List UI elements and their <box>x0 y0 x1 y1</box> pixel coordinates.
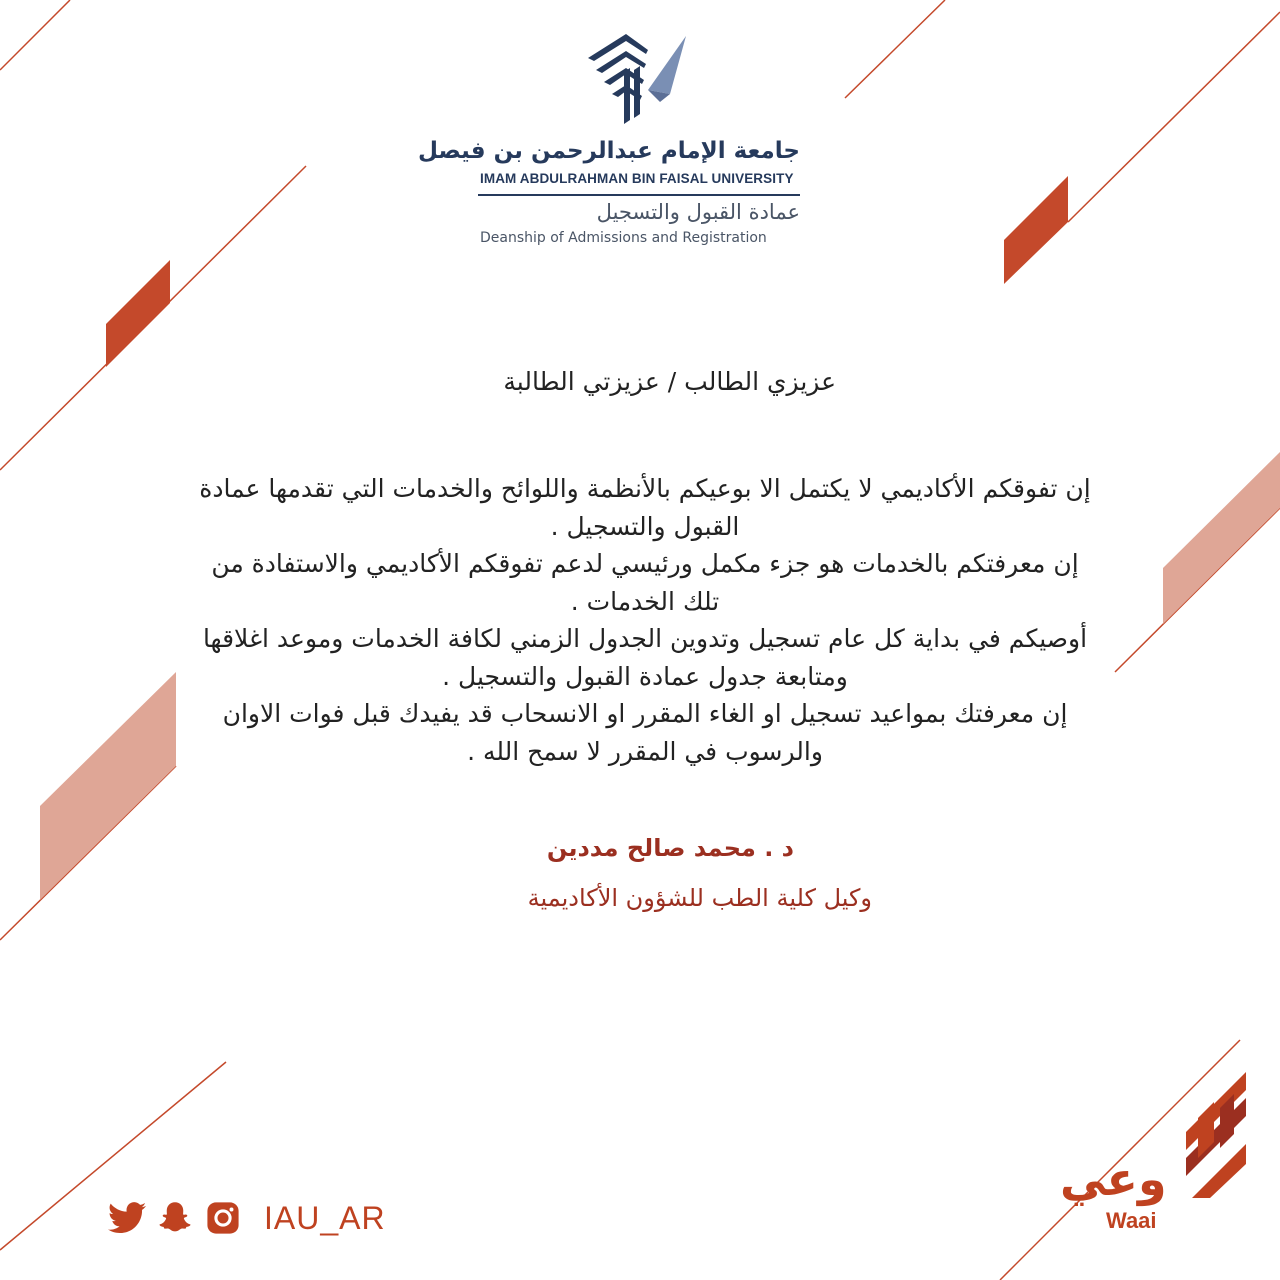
university-name-arabic: جامعة الإمام عبدالرحمن بن فيصل <box>417 138 800 164</box>
deco-band <box>1004 176 1068 284</box>
letter-paragraph: إن معرفتك بمواعيد تسجيل او الغاء المقرر او الانسحاب قد يفيدك قبل فوات الاوان والرسوب في المقرر لا سمح الله . <box>222 699 1068 766</box>
deco-line <box>1115 508 1280 672</box>
deanship-name-english: Deanship of Admissions and Registration <box>480 230 767 246</box>
deco-band <box>40 672 176 900</box>
signer-name: د . محمد صالح مددين <box>546 834 794 862</box>
deco-line <box>0 0 70 70</box>
brand-name-english: Waai <box>1106 1208 1157 1233</box>
waai-emblem-icon <box>1184 1068 1250 1200</box>
social-bar <box>108 1196 386 1240</box>
twitter-icon[interactable] <box>108 1199 146 1237</box>
letter-greeting: عزيزي الطالب / عزيزتي الطالبة <box>503 367 836 396</box>
letter-paragraph: أوصيكم في بداية كل عام تسجيل وتدوين الجدول الزمني لكافة الخدمات وموعد اغلاقها ومتابعة جدول عمادة القبول والتسجيل . <box>202 624 1088 691</box>
deanship-name-arabic: عمادة القبول والتسجيل <box>596 200 800 224</box>
letter-body <box>190 470 1100 770</box>
letter-paragraph: إن تفوقكم الأكاديمي لا يكتمل الا بوعيكم بالأنظمة واللوائح والخدمات التي تقدمها عمادة القبول والتسجيل . <box>199 474 1091 541</box>
deco-band <box>106 260 170 367</box>
logo-divider <box>478 194 800 196</box>
letter-paragraph: إن معرفتكم بالخدمات هو جزء مكمل ورئيسي لدعم تفوقكم الأكاديمي والاستفادة من تلك الخدمات . <box>211 549 1079 616</box>
deco-line <box>1068 12 1280 222</box>
waai-logo <box>1060 1068 1250 1248</box>
social-handle[interactable]: IAU_AR <box>264 1199 386 1236</box>
university-logo <box>417 30 810 260</box>
instagram-icon[interactable] <box>204 1199 242 1237</box>
deco-band <box>1163 452 1280 624</box>
signer-title: وكيل كلية الطب للشؤون الأكاديمية <box>527 884 872 912</box>
deco-line <box>845 0 945 98</box>
snapchat-icon[interactable] <box>156 1199 194 1237</box>
university-emblem-icon <box>586 30 696 130</box>
university-name-english: IMAM ABDULRAHMAN BIN FAISAL UNIVERSITY <box>480 171 794 186</box>
brand-name-arabic: وعي <box>1060 1152 1167 1206</box>
